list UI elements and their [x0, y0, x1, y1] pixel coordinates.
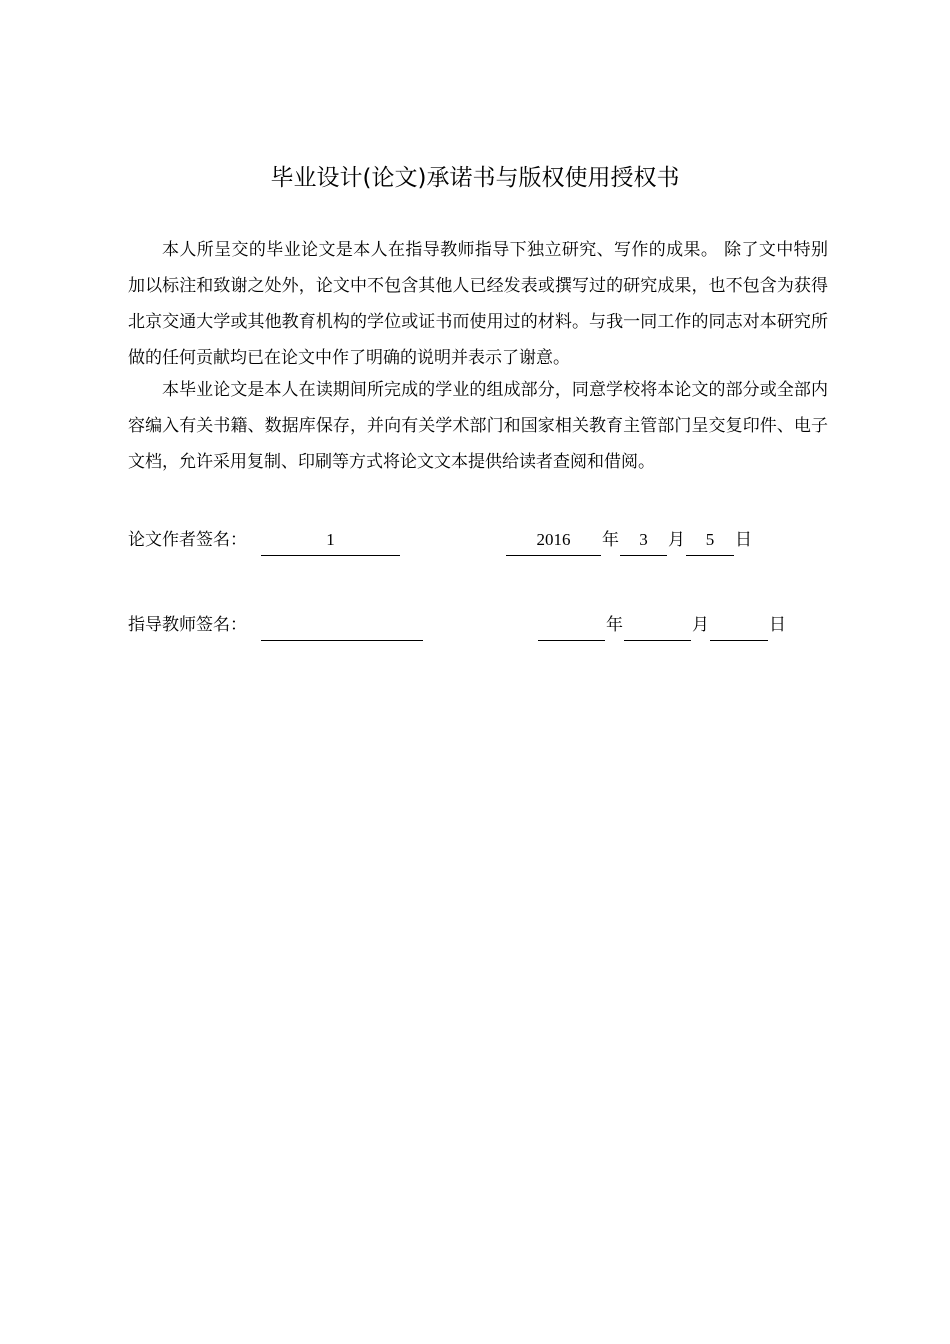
advisor-signature-field — [261, 610, 423, 641]
author-date-year-unit: 年 — [602, 530, 619, 550]
document-title: 毕业设计(论文)承诺书与版权使用授权书 — [270, 165, 680, 191]
advisor-signature-row — [128, 610, 828, 640]
advisor-date-year-field — [538, 610, 605, 641]
advisor-date-year-unit: 年 — [606, 615, 623, 635]
authorization-paragraph: 本毕业论文是本人在读期间所完成的学业的组成部分，同意学校将本论文的部分或全部内容编入有关书籍、数据库保存，并向有关学术部门和国家相关教育主管部门呈交复印件、电子文档，允许采用复制、印刷等方式将论文文本提供给读者查阅和借阅。 — [128, 380, 828, 472]
advisor-date-month-field — [624, 610, 691, 641]
advisor-date-day-unit: 日 — [769, 615, 786, 635]
author-date-month-field: 3 — [620, 525, 667, 556]
author-signature-row — [128, 525, 828, 555]
commitment-paragraph: 本人所呈交的毕业论文是本人在指导教师指导下独立研究、写作的成果。 除了文中特别加以标注和致谢之处外，论文中不包含其他人已经发表或撰写过的研究成果，也不包含为获得北京交通大学或其他教育机构的学位或证书而使用过的材料。与我一同工作的同志对本研究所做的任何贡献均已在论文中作了明确的说明并表示了谢意。 — [128, 240, 828, 368]
author-date-day-unit: 日 — [735, 530, 752, 550]
advisor-signature-label: 指导教师签名： — [128, 615, 247, 635]
advisor-date-day-field — [710, 610, 768, 641]
author-date-year-field: 2016 — [506, 525, 601, 556]
author-date-month-unit: 月 — [668, 530, 685, 550]
author-signature-field: 1 — [261, 525, 400, 556]
author-signature-label: 论文作者签名： — [128, 530, 247, 550]
advisor-date-month-unit: 月 — [692, 615, 709, 635]
author-date-day-field: 5 — [686, 525, 734, 556]
